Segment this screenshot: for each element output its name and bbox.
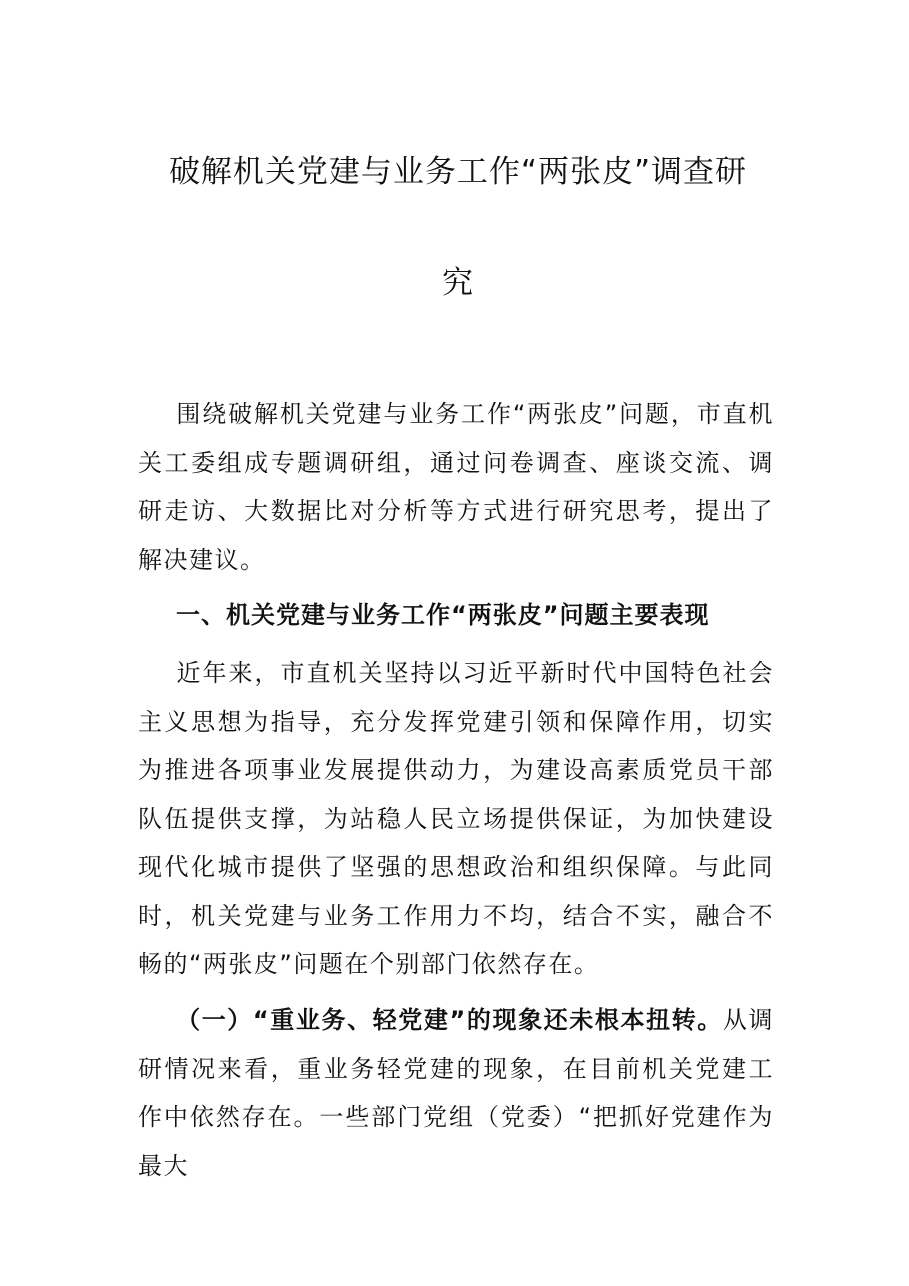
sub1-heading: （一）“重业务、轻党建”的现象还未根本扭转。 (176, 1006, 723, 1034)
section1-paragraph (138, 649, 774, 989)
sub1-text: 从调研情况来看，重业务轻党建的现象，在目前机关党建工作中依然存在。一些部门党组（党委）“把抓好党建作为最大 (138, 1006, 775, 1180)
section1-text: 近年来，市直机关坚持以习近平新时代中国特色社会主义思想为指导，充分发挥党建引领和保障作用，切实为推进各项事业发展提供动力，为建设高素质党员干部队伍提供支撑，为站稳人民立场提供保证，为加快建设现代化城市提供了坚强的思想政治和组织保障。与此同时，机关党建与业务工作用力不均，结合不实，融合不畅的“两张皮”问题在个别部门依然存在。 (138, 659, 774, 978)
document-title-line2: 究 (442, 265, 474, 301)
document-title-line1: 破解机关党建与业务工作“两张皮”调查研 (168, 154, 748, 190)
intro-text: 围绕破解机关党建与业务工作“两张皮”问题，市直机关工委组成专题调研组，通过问卷调查、座谈交流、调研走访、大数据比对分析等方式进行研究思考，提出了解决建议。 (138, 400, 774, 574)
intro-paragraph (138, 390, 774, 584)
section1-heading: 一、机关党建与业务工作“两张皮”问题主要表现 (176, 601, 710, 629)
sub1-paragraph (138, 996, 774, 1190)
